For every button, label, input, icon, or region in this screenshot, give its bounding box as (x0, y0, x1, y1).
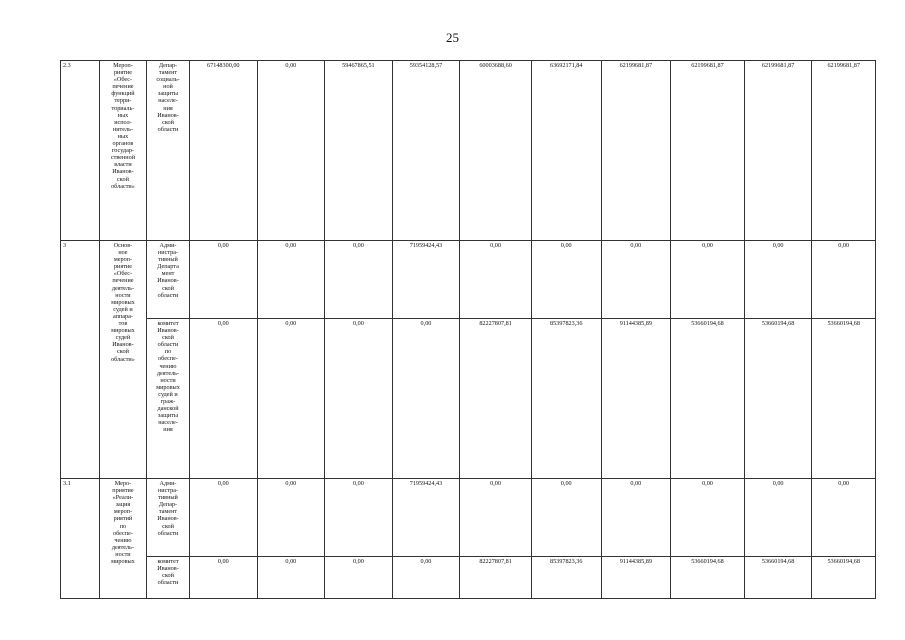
value-cell: 62199681,87 (744, 61, 812, 241)
value-cell: 0,00 (190, 241, 258, 319)
value-cell: 53660194,68 (744, 319, 812, 479)
table-row (61, 241, 876, 319)
budget-table (60, 60, 876, 599)
value-cell: 82227807,81 (460, 319, 532, 479)
value-cell: 71959424,43 (392, 241, 460, 319)
value-cell: 71959424,43 (392, 479, 460, 557)
value-cell: 0,00 (257, 479, 325, 557)
value-cell: 0,00 (257, 241, 325, 319)
value-cell: 60003688,60 (460, 61, 532, 241)
value-cell: 0,00 (812, 479, 876, 557)
program-name: Меро- приятие «Реали- зация мероп- риятий по обеспе- чению деятель- ности мировых (99, 479, 146, 599)
value-cell: 85397823,36 (531, 319, 601, 479)
value-cell: 0,00 (460, 241, 532, 319)
value-cell: 0,00 (257, 557, 325, 599)
value-cell: 53660194,68 (812, 557, 876, 599)
value-cell: 0,00 (190, 557, 258, 599)
value-cell: 0,00 (601, 241, 671, 319)
value-cell: 59467865,51 (325, 61, 393, 241)
value-cell: 0,00 (257, 319, 325, 479)
value-cell: 91144385,89 (601, 319, 671, 479)
value-cell: 0,00 (392, 557, 460, 599)
value-cell: 53660194,68 (744, 557, 812, 599)
value-cell: 0,00 (325, 557, 393, 599)
value-cell: 62199681,87 (812, 61, 876, 241)
executor-name: комитет Иванов- ской области по обеспе- чению деятель- ности мировых судей и граж- данской защиты населе- ния (147, 319, 190, 479)
value-cell: 53660194,68 (671, 557, 745, 599)
program-name: Мероп- риятие «Обес- печение функций терри- ториаль- ных испол- нитель- ных органов государ- ственной власти Иванов- ской области» (99, 61, 146, 241)
value-cell: 0,00 (190, 319, 258, 479)
value-cell: 0,00 (460, 479, 532, 557)
value-cell: 53660194,68 (812, 319, 876, 479)
value-cell: 0,00 (671, 241, 745, 319)
value-cell: 82227807,81 (460, 557, 532, 599)
executor-name: Адми- нистра- тивный Депар- тамент Иванов- ской области (147, 479, 190, 557)
value-cell: 0,00 (257, 61, 325, 241)
table-row (61, 61, 876, 241)
value-cell: 0,00 (531, 479, 601, 557)
value-cell: 0,00 (325, 241, 393, 319)
value-cell: 62199681,87 (601, 61, 671, 241)
value-cell: 53660194,68 (671, 319, 745, 479)
program-name: Основ- ное мероп- риятие «Обес- печение деятель- ности мировых судей и аппара- тов мировых судей Иванов- ской области» (99, 241, 146, 479)
value-cell: 0,00 (325, 479, 393, 557)
table-row (61, 319, 876, 479)
value-cell: 0,00 (671, 479, 745, 557)
value-cell: 0,00 (190, 479, 258, 557)
value-cell: 0,00 (392, 319, 460, 479)
value-cell: 63692171,84 (531, 61, 601, 241)
value-cell: 91144385,89 (601, 557, 671, 599)
executor-name: Адми- нистра- тивный Департа мент Иванов- ской области (147, 241, 190, 319)
row-number: 3.1 (61, 479, 100, 599)
table-row (61, 557, 876, 599)
row-number: 2.3 (61, 61, 100, 241)
value-cell: 0,00 (744, 241, 812, 319)
value-cell: 85397823,36 (531, 557, 601, 599)
row-number: 3 (61, 241, 100, 479)
page-number: 25 (446, 30, 459, 45)
value-cell: 0,00 (812, 241, 876, 319)
value-cell: 0,00 (744, 479, 812, 557)
value-cell: 62199681,87 (671, 61, 745, 241)
value-cell: 0,00 (601, 479, 671, 557)
table-row (61, 479, 876, 557)
value-cell: 67148300,00 (190, 61, 258, 241)
value-cell: 59354128,57 (392, 61, 460, 241)
executor-name: Депар- тамент социаль- ной защиты населе- ния Иванов- ской области (147, 61, 190, 241)
value-cell: 0,00 (531, 241, 601, 319)
value-cell: 0,00 (325, 319, 393, 479)
executor-name: комитет Иванов- ской области (147, 557, 190, 599)
